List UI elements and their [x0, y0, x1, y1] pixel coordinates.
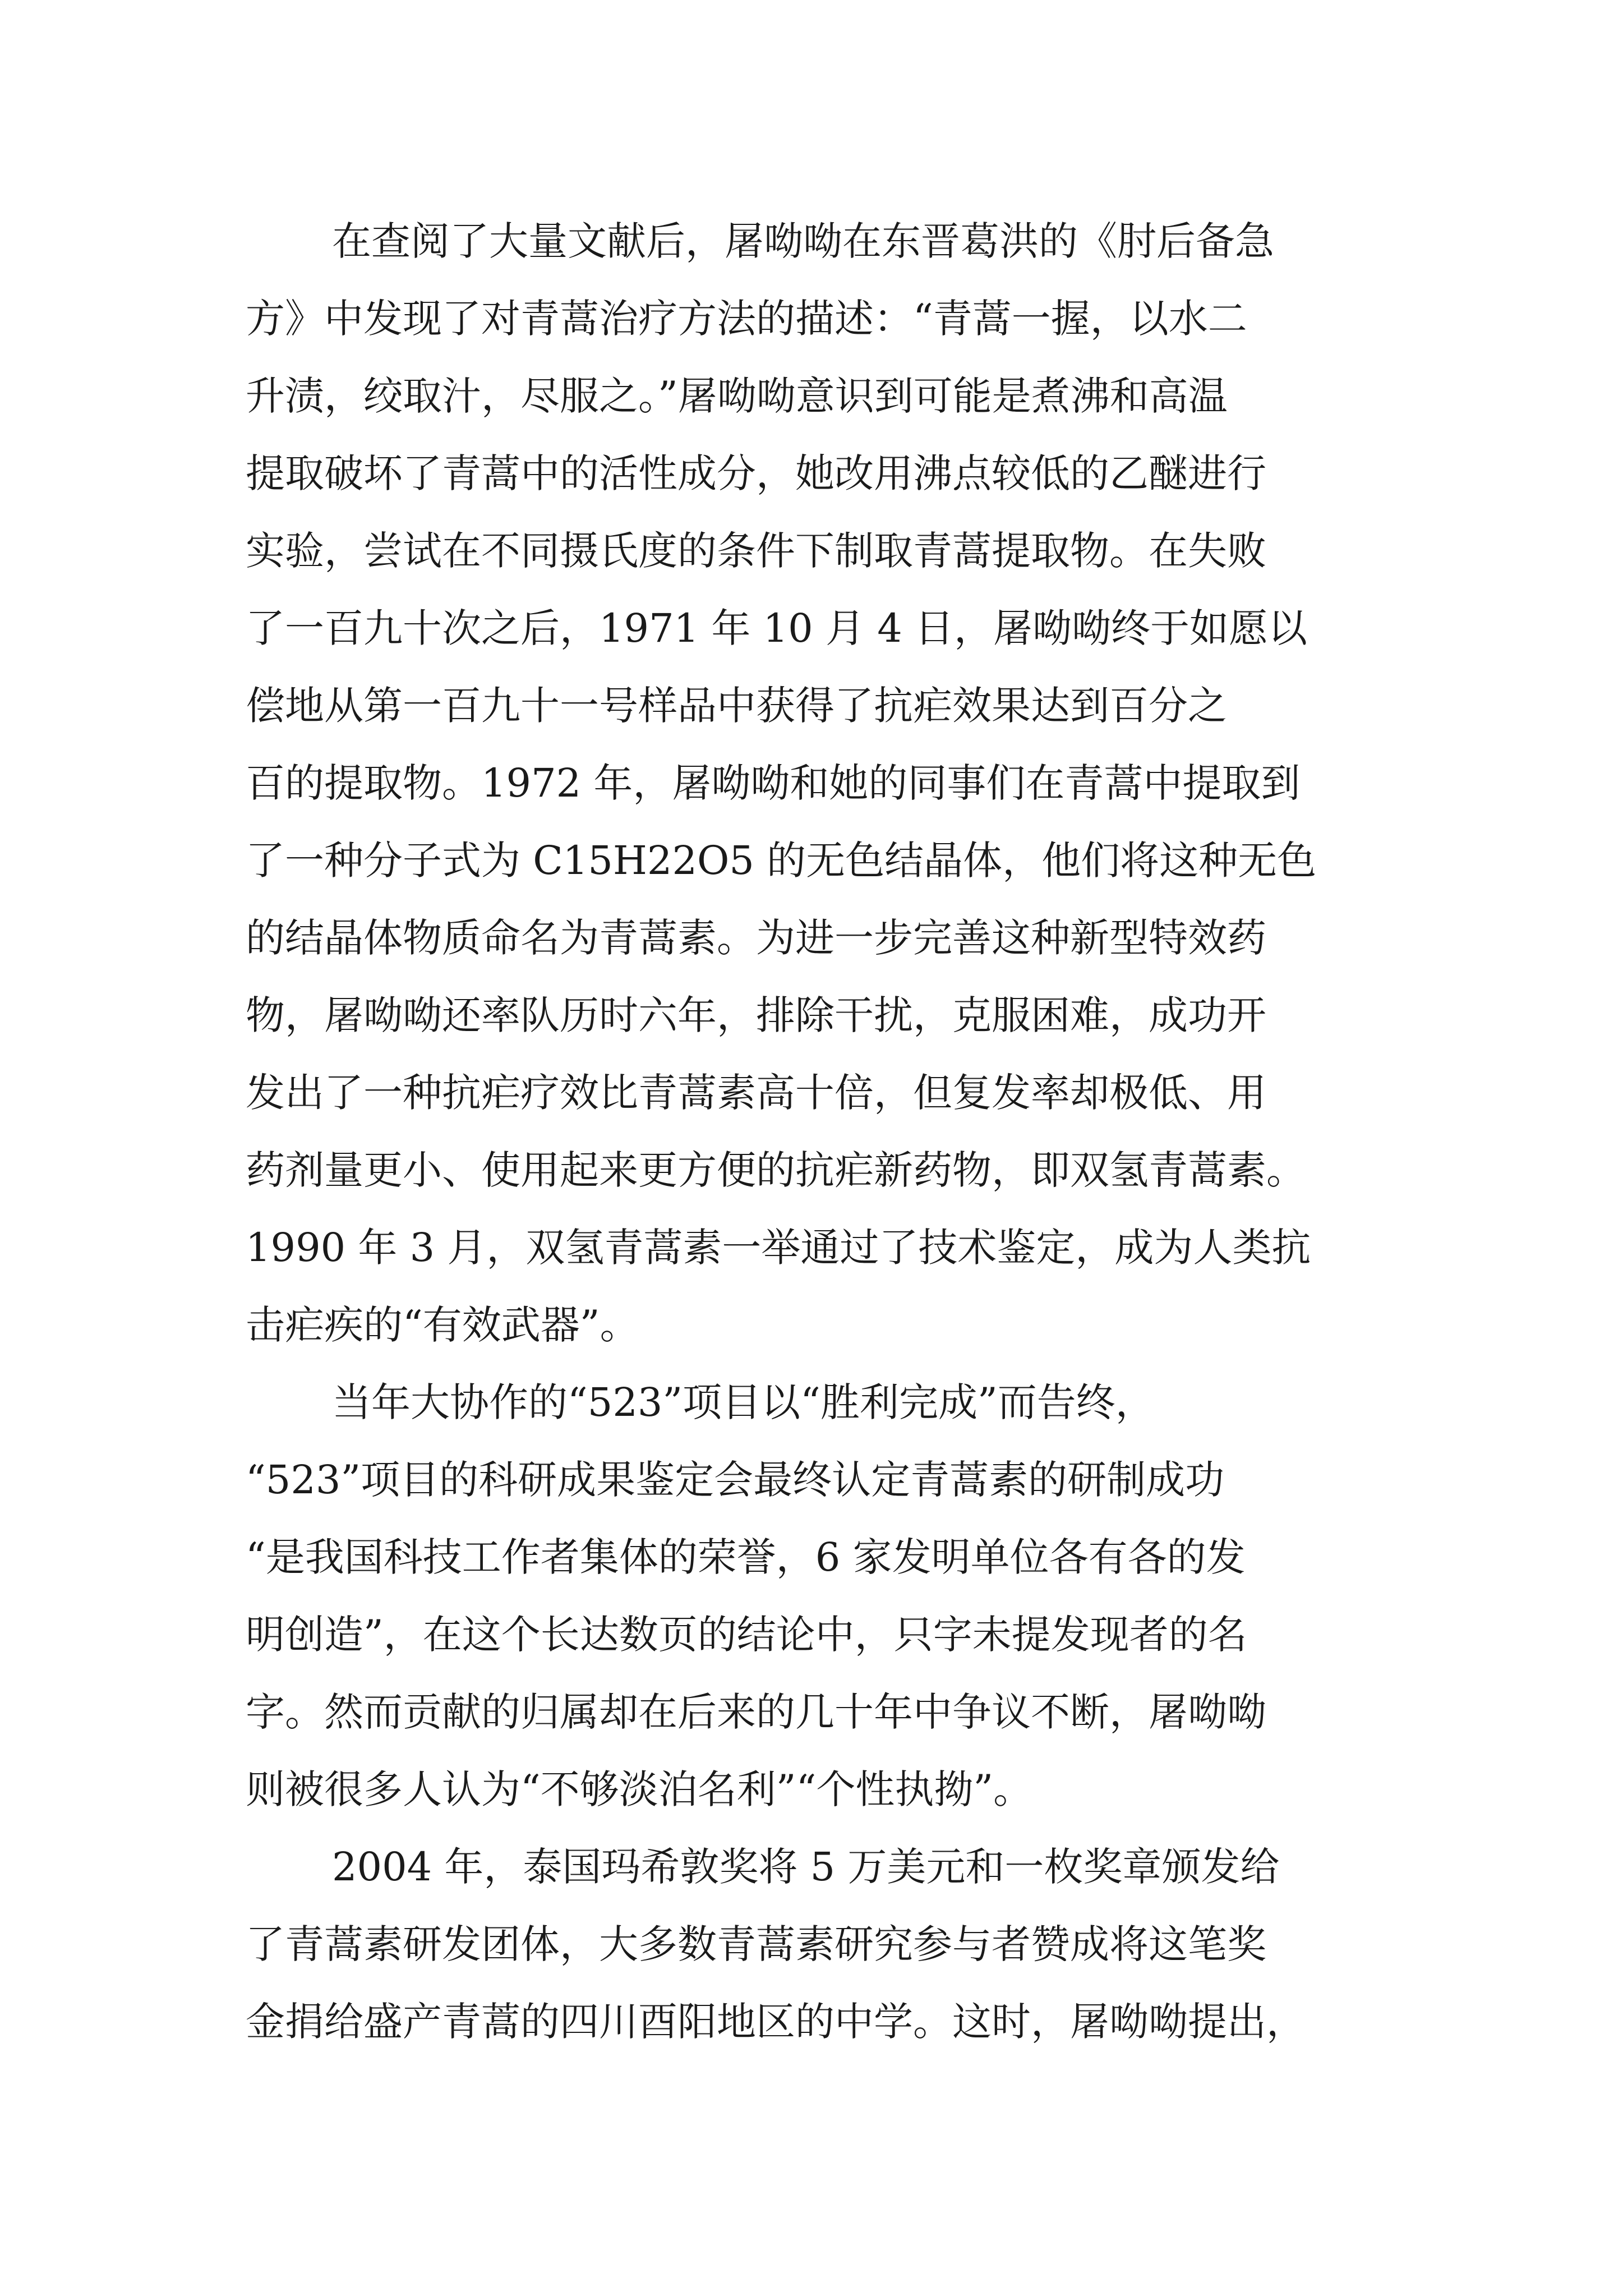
text-line: 在查阅了大量文献后，屠呦呦在东晋葛洪的《肘后备急: [332, 218, 1274, 264]
text-line: “是我国科技工作者集体的荣誉，6 家发明单位各有各的发: [246, 1534, 1246, 1580]
text-line: 击疟疾的“有效武器”。: [246, 1302, 639, 1348]
text-line: 物，屠呦呦还率队历时六年，排除干扰，克服困难，成功开: [246, 992, 1266, 1038]
text-line: 明创造”，在这个长达数页的结论中，只字未提发现者的名: [246, 1612, 1247, 1658]
text-line: 的结晶体物质命名为青蒿素。为进一步完善这种新型特效药: [246, 915, 1266, 961]
text-line: 1990 年 3 月，双氢青蒿素一举通过了技术鉴定，成为人类抗: [246, 1225, 1311, 1271]
text-line: 方》中发现了对青蒿治疗方法的描述：“青蒿一握，以水二: [246, 296, 1247, 342]
text-line: 提取破坏了青蒿中的活性成分，她改用沸点较低的乙醚进行: [246, 450, 1266, 496]
text-line: 了一种分子式为 C15H22O5 的无色结晶体，他们将这种无色: [246, 838, 1317, 884]
text-line: 百的提取物。1972 年，屠呦呦和她的同事们在青蒿中提取到: [246, 760, 1301, 806]
text-line: 了一百九十次之后，1971 年 10 月 4 日，屠呦呦终于如愿以: [246, 605, 1308, 651]
text-line: “523”项目的科研成果鉴定会最终认定青蒿素的研制成功: [246, 1457, 1225, 1503]
text-line: 则被很多人认为“不够淡泊名利”“个性执拗”。: [246, 1766, 1033, 1812]
text-line: 当年大协作的“523”项目以“胜利完成”而告终，: [332, 1379, 1155, 1425]
text-line: 2004 年，泰国玛希敦奖将 5 万美元和一枚奖章颁发给: [332, 1844, 1280, 1890]
text-line: 字。然而贡献的归属却在后来的几十年中争议不断，屠呦呦: [246, 1689, 1266, 1735]
text-line: 药剂量更小、使用起来更方便的抗疟新药物，即双氢青蒿素。: [246, 1147, 1306, 1193]
text-line: 实验，尝试在不同摄氏度的条件下制取青蒿提取物。在失败: [246, 528, 1266, 574]
text-line: 金捐给盛产青蒿的四川酉阳地区的中学。这时，屠呦呦提出，: [246, 1999, 1306, 2045]
text-line: 偿地从第一百九十一号样品中获得了抗疟效果达到百分之: [246, 683, 1227, 729]
text-line: 发出了一种抗疟疗效比青蒿素高十倍，但复发率却极低、用: [246, 1070, 1266, 1116]
text-line: 升渍，绞取汁，尽服之。”屠呦呦意识到可能是煮沸和高温: [246, 373, 1228, 419]
text-line: 了青蒿素研发团体，大多数青蒿素研究参与者赞成将这笔奖: [246, 1921, 1266, 1967]
